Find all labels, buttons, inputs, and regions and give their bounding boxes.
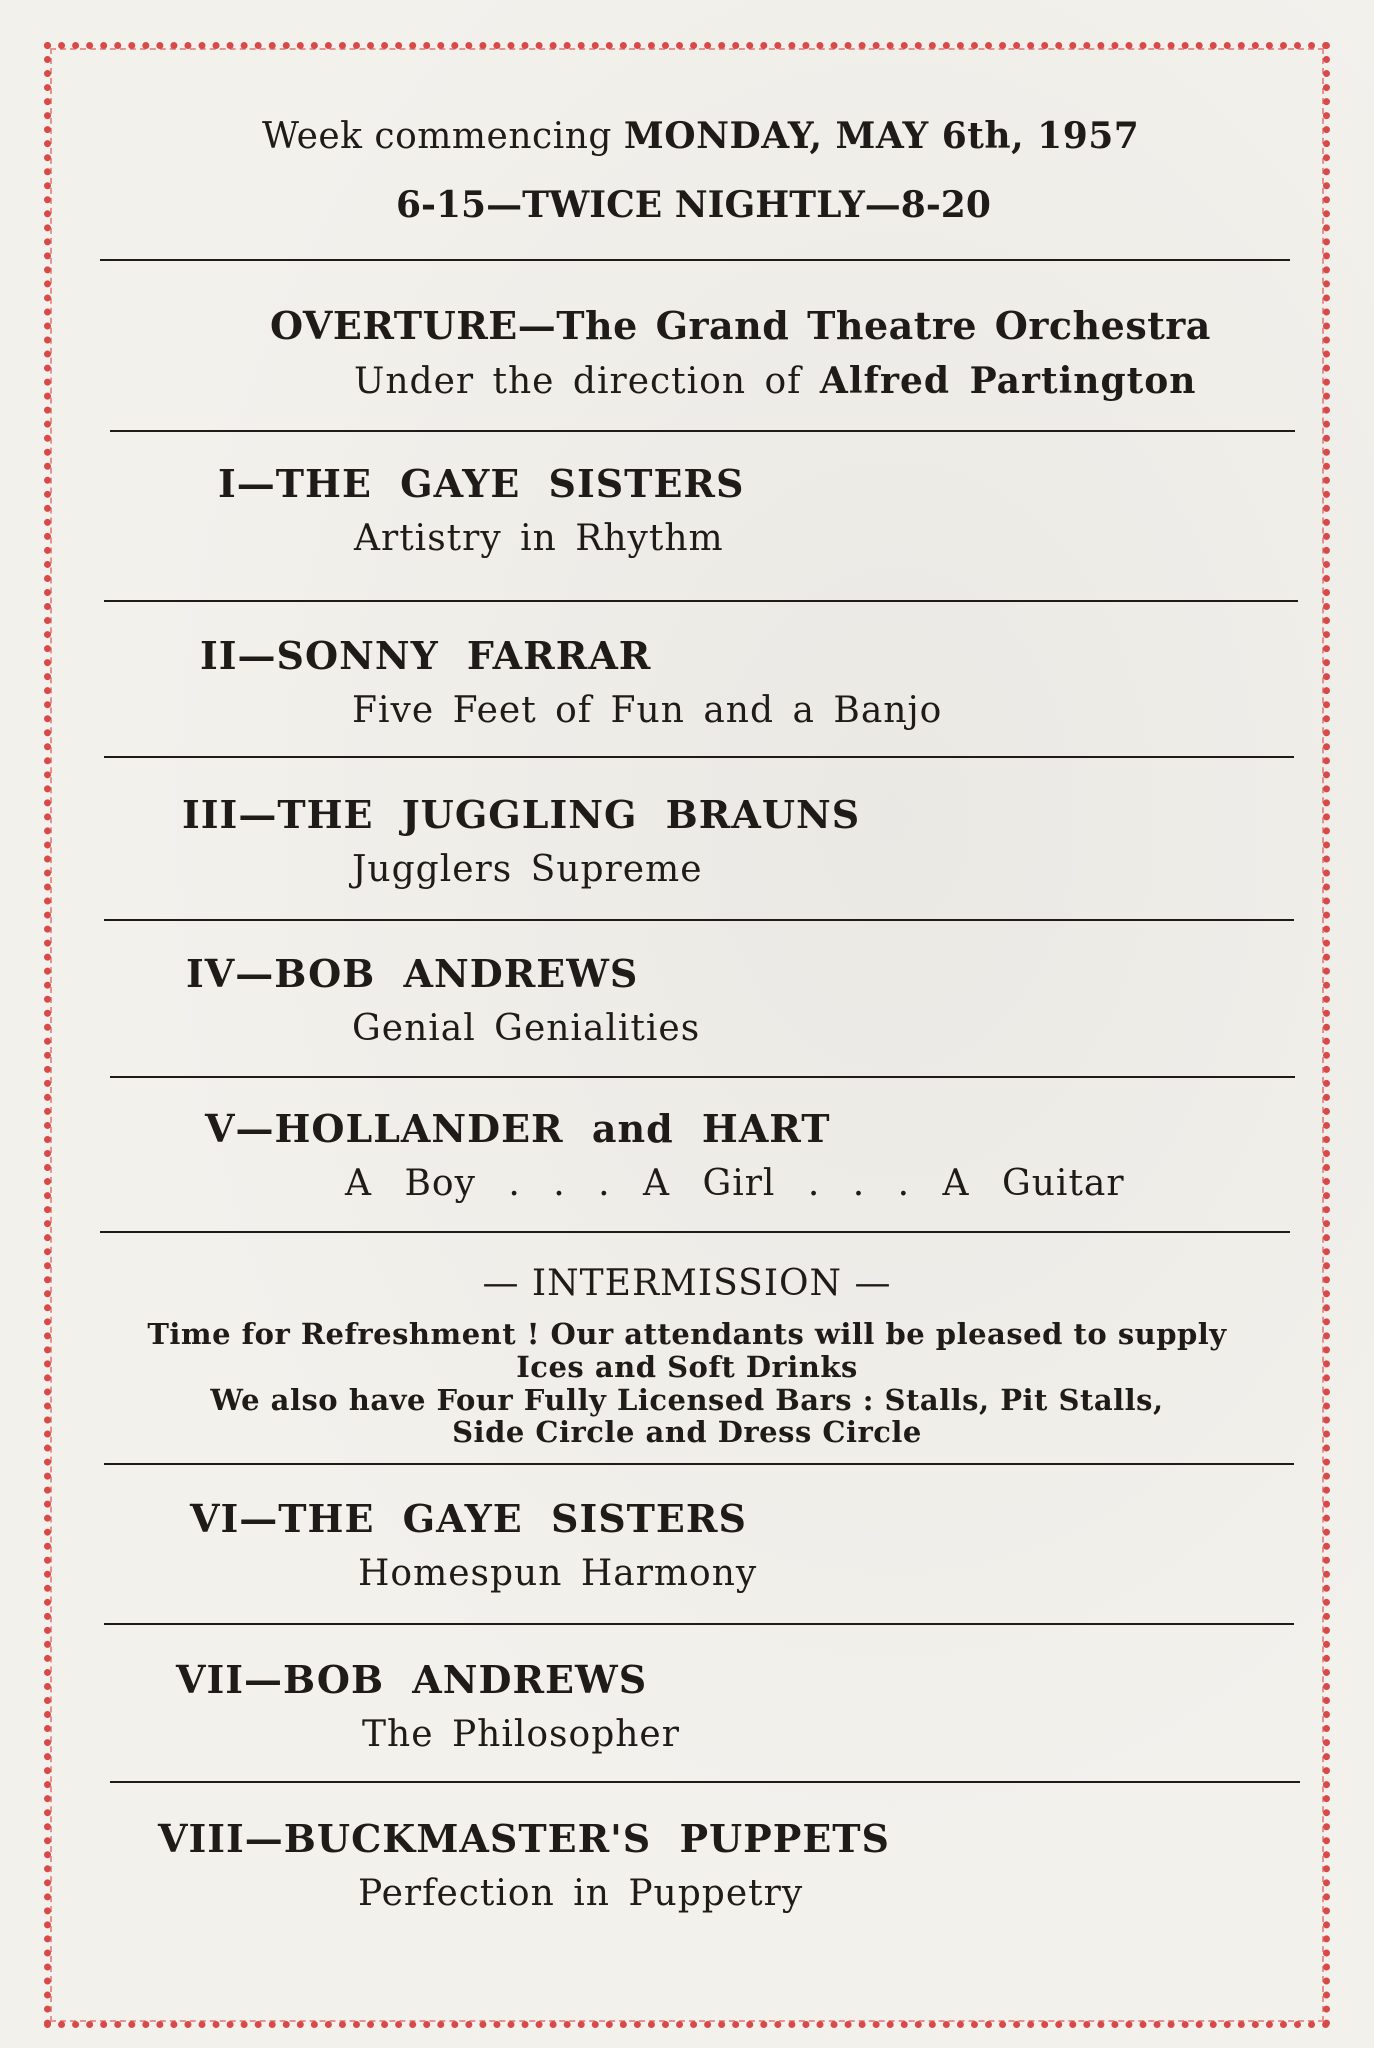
act-5 — [205, 1106, 1125, 1204]
divider — [100, 1231, 1290, 1233]
act-2 — [200, 633, 943, 731]
intermission-line: Side Circle and Dress Circle — [452, 1415, 922, 1449]
act-subtitle: Five Feet of Fun and a Banjo — [352, 690, 943, 731]
act-4 — [186, 951, 701, 1049]
divider — [100, 259, 1290, 261]
overture-sub-prefix: Under the direction of — [354, 361, 802, 402]
divider — [110, 1076, 1295, 1078]
act-title: II—SONNY FARRAR — [200, 633, 652, 678]
divider — [104, 1623, 1294, 1625]
act-8 — [158, 1816, 890, 1914]
act-subtitle: The Philosopher — [362, 1714, 680, 1755]
act-3 — [182, 792, 861, 890]
act-subtitle: A Boy . . . A Girl . . . A Guitar — [345, 1163, 1125, 1204]
intermission-heading: — INTERMISSION — — [482, 1263, 892, 1304]
divider — [104, 1463, 1294, 1465]
overture-subtitle — [354, 360, 1196, 402]
act-title: IV—BOB ANDREWS — [186, 951, 639, 996]
act-subtitle: Genial Genialities — [352, 1008, 701, 1049]
act-title: VII—BOB ANDREWS — [176, 1657, 648, 1702]
week-line — [262, 115, 1139, 157]
conductor-name: Alfred Partington — [819, 360, 1197, 402]
act-title: VIII—BUCKMASTER'S PUPPETS — [158, 1816, 890, 1861]
act-title: VI—THE GAYE SISTERS — [190, 1496, 747, 1541]
divider — [104, 756, 1294, 758]
act-6 — [190, 1496, 758, 1594]
act-subtitle: Perfection in Puppetry — [358, 1873, 804, 1914]
act-title: III—THE JUGGLING BRAUNS — [182, 792, 861, 837]
divider — [104, 600, 1298, 602]
intermission-line: Ices and Soft Drinks — [516, 1350, 858, 1384]
divider — [110, 1781, 1300, 1783]
act-title: V—HOLLANDER and HART — [205, 1106, 831, 1151]
overture — [270, 303, 1211, 402]
act-subtitle: Homespun Harmony — [358, 1553, 758, 1594]
show-times: 6-15—TWICE NIGHTLY—8-20 — [396, 184, 991, 226]
act-title: I—THE GAYE SISTERS — [218, 461, 745, 506]
divider — [104, 919, 1294, 921]
week-date: MONDAY, MAY 6th, 1957 — [623, 115, 1140, 157]
overture-title: OVERTURE—The Grand Theatre Orchestra — [270, 303, 1211, 348]
act-7 — [176, 1657, 680, 1755]
intermission-line: We also have Four Fully Licensed Bars : Stalls, Pit Stalls, — [210, 1383, 1164, 1417]
week-prefix: Week commencing — [262, 116, 612, 157]
act-subtitle: Jugglers Supreme — [352, 849, 703, 890]
intermission-line: Time for Refreshment ! Our attendants will be pleased to supply — [147, 1317, 1227, 1351]
act-subtitle: Artistry in Rhythm — [354, 518, 724, 559]
act-1 — [218, 461, 745, 559]
divider — [110, 430, 1295, 432]
